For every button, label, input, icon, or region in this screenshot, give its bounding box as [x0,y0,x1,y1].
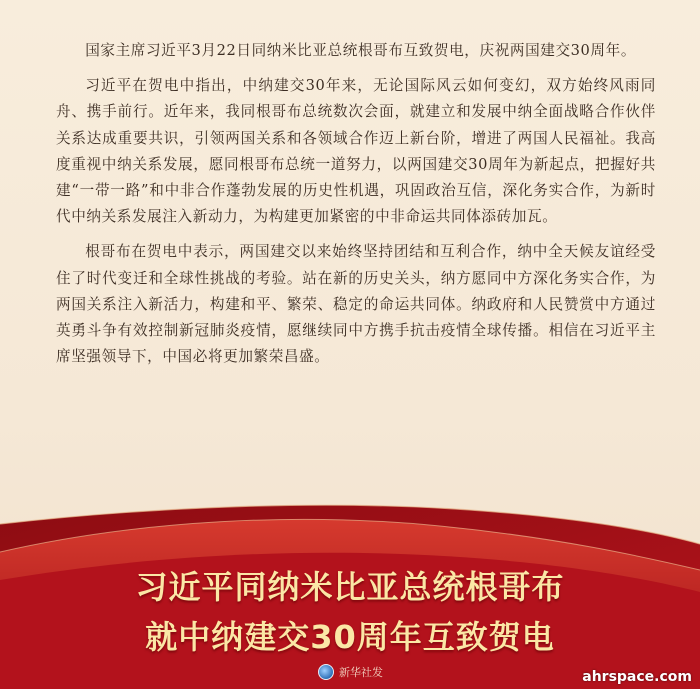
article-body [56,38,656,379]
xinhua-logo-icon [318,664,334,680]
site-watermark: ahrspace.com [582,669,692,685]
agency-label: 新华社发 [339,666,383,679]
headline-line-1: 习近平同纳米比亚总统根哥布 [135,568,565,606]
article-paragraph-geingob: 根哥布在贺电中表示，两国建交以来始终坚持团结和互利合作，纳中全天候友谊经受住了时代变迁和全球性挑战的考验。站在新的历史关头，纳方愿同中方深化务实合作，为两国关系注入新活力，构建和平、繁荣、稳定的命运共同体。纳政府和人民赞赏中方通过英勇斗争有效控制新冠肺炎疫情，愿继续同中方携手抗击疫情全球传播。相信在习近平主席坚强领导下，中国必将更加繁荣昌盛。 [56,243,656,366]
article-paragraph-intro: 国家主席习近平3月22日同纳米比亚总统根哥布互致贺电，庆祝两国建交30周年。 [85,42,637,59]
agency-credit [318,663,383,681]
headline-line-2: 就中纳建交30周年互致贺电 [145,618,555,656]
article-paragraph-xi: 习近平在贺电中指出，中纳建交30年来，无论国际风云如何变幻，双方始终风雨同舟、携手前行。近年来，我同根哥布总统数次会面，就建立和发展中纳全面战略合作伙伴关系达成重要共识，引领两国关系和各领域合作迈上新台阶，增进了两国人民福祉。我高度重视中纳关系发展，愿同根哥布总统一道努力，以两国建交30周年为新起点，把握好共建“一带一路”和中非合作蓬勃发展的历史性机遇，巩固政治互信，深化务实合作，为新时代中纳关系发展注入新动力，为构建更加紧密的中非命运共同体添砖加瓦。 [56,77,656,226]
